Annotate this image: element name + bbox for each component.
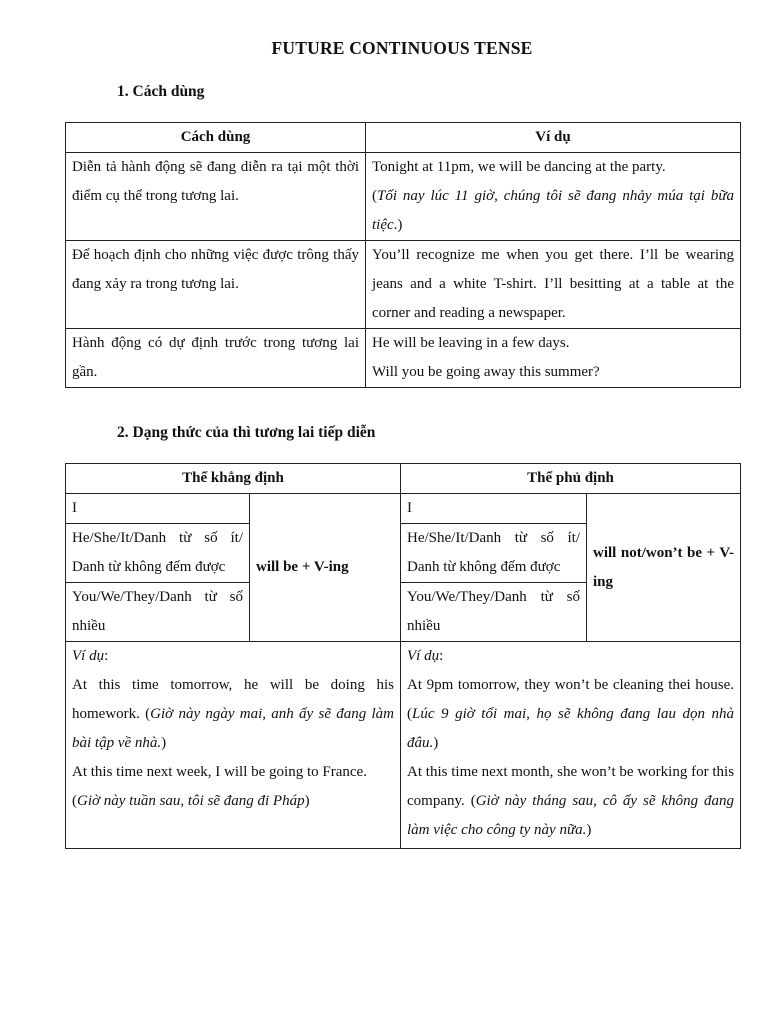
example-paren-open: ( (372, 188, 377, 204)
table-row (66, 329, 741, 388)
subject-cell: He/She/It/Danh từ số ít/ Danh từ không đếm được (66, 524, 250, 583)
usage-cell: Diễn tả hành động sẽ đang diễn ra tại một thời điểm cụ thể trong tương lai. (66, 153, 366, 241)
table-row (66, 642, 741, 849)
example-text: Tonight at 11pm, we will be dancing at the party. (372, 159, 666, 175)
table-header-row (66, 123, 741, 153)
subject-cell: I (66, 494, 250, 524)
section1-heading: 1. Cách dùng (117, 83, 205, 100)
subject-cell: He/She/It/Danh từ số ít/ Danh từ không đếm được (401, 524, 587, 583)
example-text: At 9pm tomorrow, they won’t be cleaning thei house. ( (407, 677, 735, 722)
example-translation: Giờ này tháng sau, cô ấy sẽ không đang làm việc cho công ty này nữa. (407, 793, 735, 838)
example-paren-close: .) (393, 217, 403, 233)
example-paren-close: ) (304, 793, 310, 809)
subject-cell: You/We/They/Danh từ số nhiều (401, 583, 587, 642)
column-header-example: Ví dụ (366, 123, 741, 153)
table-row (66, 494, 741, 524)
example-cell (366, 153, 741, 241)
example-paren-close: ) (433, 735, 439, 751)
usage-table (65, 122, 741, 388)
column-header-usage: Cách dùng (66, 123, 366, 153)
negative-examples: Ví dụ: At 9pm tomorrow, they won’t be cleaning thei house. (Lúc 9 giờ tối mai, họ sẽ không đang lau dọn nhà đâu.) At this time next month, she won’t be working for this company. (Giờ này tháng sau, cô ấy sẽ không đang làm việc cho công ty này nữa.) (401, 642, 741, 849)
usage-cell: Hành động có dự định trước trong tương lai gần. (66, 329, 366, 388)
example-translation: Giờ này tuần sau, tôi sẽ đang đi Pháp (77, 793, 305, 809)
section2-heading: 2. Dạng thức của thì tương lai tiếp diễn (117, 424, 376, 441)
subject-cell: You/We/They/Danh từ số nhiều (66, 583, 250, 642)
subject-cell: I (401, 494, 587, 524)
example-paren-open: ( (72, 793, 77, 809)
example-translation: Lúc 9 giờ tối mai, họ sẽ không đang lau dọn nhà đâu. (407, 706, 735, 751)
example-text: Will you be going away this summer? (372, 364, 600, 380)
example-label: Ví dụ (72, 648, 105, 664)
example-translation: Giờ này ngày mai, anh ấy sẽ đang làm bài tập về nhà. (72, 706, 395, 751)
example-text: He will be leaving in a few days. (372, 335, 570, 351)
example-paren-close: ) (161, 735, 167, 751)
usage-cell: Để hoạch định cho những việc được trông thấy đang xảy ra trong tương lai. (66, 241, 366, 329)
example-text: At this time next month, she won’t be working for this company. ( (407, 764, 735, 809)
form-table (65, 463, 741, 849)
example-label: Ví dụ (407, 648, 440, 664)
example-translation: Tối nay lúc 11 giờ, chúng tôi sẽ đang nhảy múa tại bữa tiệc (372, 188, 734, 233)
example-cell: You’ll recognize me when you get there. I’ll be wearing jeans and a white T-shirt. I’ll besitting at a table at the corner and reading a newspaper. (366, 241, 741, 329)
affirmative-formula: will be + V-ing (250, 494, 401, 642)
table-row (66, 153, 741, 241)
example-text: At this time next week, I will be going to France. (72, 764, 367, 780)
affirmative-examples: Ví dụ: At this time tomorrow, he will be doing his homework. (Giờ này ngày mai, anh ấy sẽ đang làm bài tập về nhà.) At this time next week, I will be going to France. (Giờ này tuần sau, tôi sẽ đang đi Pháp) (66, 642, 401, 849)
column-header-negative: Thể phủ định (401, 464, 741, 494)
example-cell (366, 329, 741, 388)
page-title: FUTURE CONTINUOUS TENSE (271, 38, 533, 58)
example-text: At this time tomorrow, he will be doing his homework. ( (72, 677, 395, 722)
table-row (66, 241, 741, 329)
table-header-row (66, 464, 741, 494)
example-paren-close: ) (586, 822, 592, 838)
column-header-affirmative: Thể khẳng định (66, 464, 401, 494)
negative-formula: will not/won’t be + V-ing (587, 494, 741, 642)
